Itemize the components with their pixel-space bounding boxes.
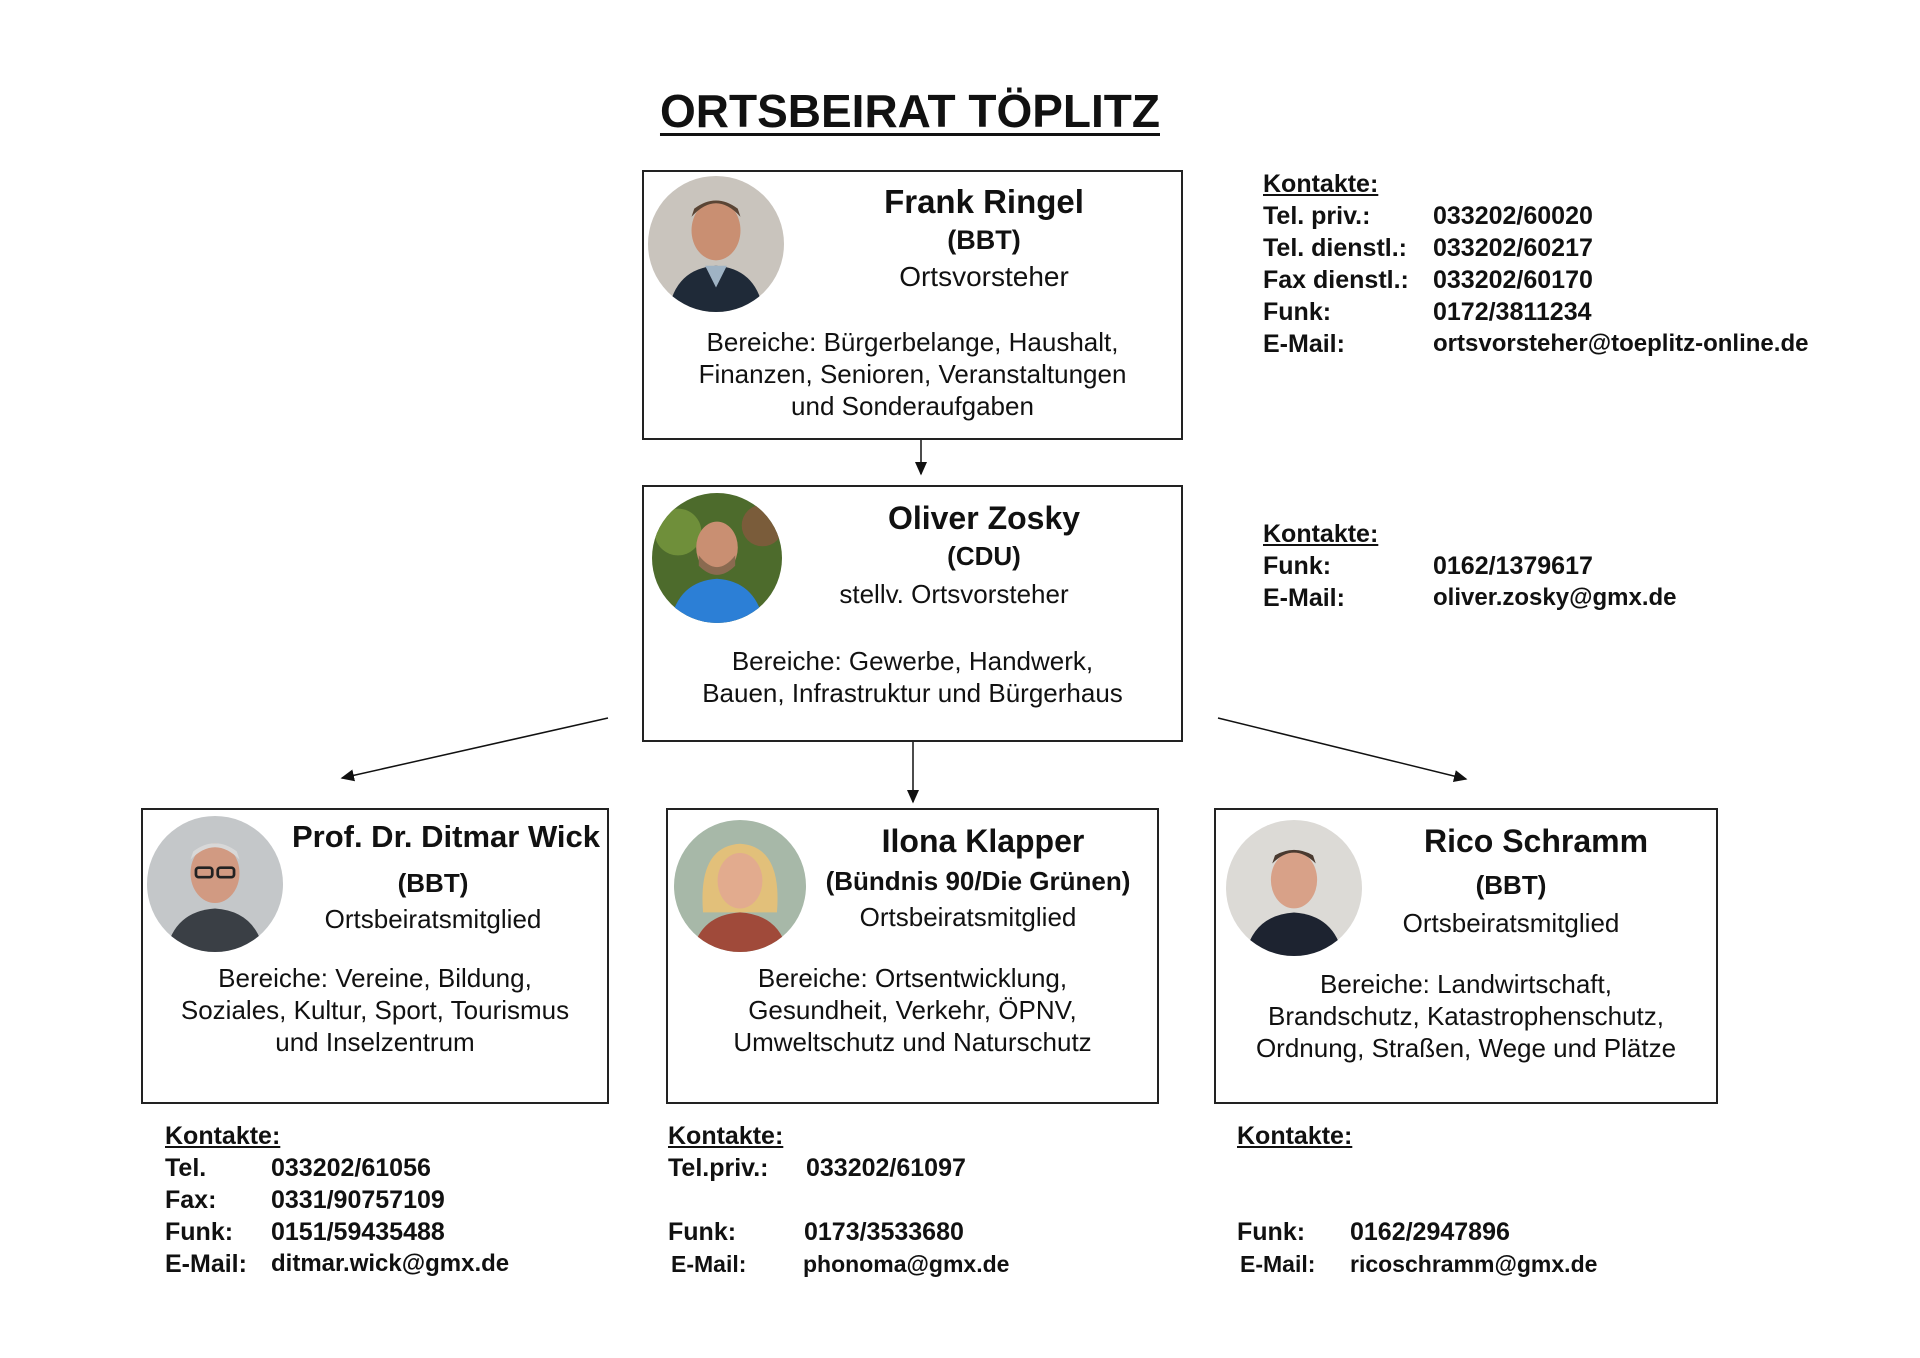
contact-row: Funk: 0162/2947896 [1237,1218,1510,1246]
email-link[interactable]: ortsvorsteher@toeplitz-online.de [1433,330,1809,357]
member-card-klapper [666,808,1159,1104]
contact-row: Funk: 0151/59435488 [165,1218,445,1246]
contact-row: Funk: 0162/1379617 [1263,552,1593,580]
member-areas: Bereiche: Gewerbe, Handwerk, Bauen, Infrastruktur und Bürgerhaus [702,646,1123,708]
member-role: Ortsbeiratsmitglied [324,904,542,934]
member-role: Ortsbeiratsmitglied [1402,908,1620,938]
member-role: Ortsbeiratsmitglied [859,902,1077,932]
contact-row: E-Mail: oliver.zosky@gmx.de [1263,584,1677,612]
contacts-zosky [1263,518,1677,614]
email-link[interactable]: phonoma@gmx.de [803,1251,1010,1277]
page-title: ORTSBEIRAT TÖPLITZ [659,85,1160,137]
member-party: (Bündnis 90/Die Grünen) [825,866,1131,896]
connector-zosky-wick [342,718,608,778]
member-party: (CDU) [947,541,1021,571]
contact-row: Funk: 0173/3533680 [668,1218,964,1246]
contact-row: Tel. 033202/61056 [165,1154,431,1182]
contact-row: Fax dienstl.: 033202/60170 [1263,266,1593,294]
member-party: (BBT) [397,868,469,898]
email-link[interactable]: oliver.zosky@gmx.de [1433,584,1677,611]
contact-row [668,1184,1009,1216]
contacts-ringel [1263,168,1808,360]
member-areas: Bereiche: Ortsentwicklung, Gesundheit, Verkehr, ÖPNV, Umweltschutz und Naturschutz [733,963,1092,1057]
portrait-photo [147,816,283,952]
member-areas: Bereiche: Landwirtschaft, Brandschutz, Katastrophenschutz, Ordnung, Straßen, Wege und Plätze [1255,969,1677,1063]
contact-row: Tel. dienstl.: 033202/60217 [1263,234,1593,262]
member-name: Rico Schramm [1423,823,1649,859]
member-areas: Bereiche: Bürgerbelange, Haushalt, Finanzen, Senioren, Veranstaltungen und Sonderaufgaben [698,327,1127,421]
contact-row: E-Mail: ortsvorsteher@toeplitz-online.de [1263,330,1809,358]
contacts-heading: Kontakte: [1237,1122,1353,1150]
member-role: Ortsvorsteher [899,261,1069,292]
member-name: Ilona Klapper [881,823,1085,859]
member-name: Oliver Zosky [887,500,1081,536]
member-card-wick [141,808,609,1104]
contact-row [1237,1184,1597,1216]
contact-row [1237,1152,1597,1184]
contact-row: Tel.priv.: 033202/61097 [668,1154,966,1182]
contacts-klapper [668,1120,1009,1280]
member-role: stellv. Ortsvorsteher [839,579,1069,609]
contact-row: Tel. priv.: 033202/60020 [1263,202,1593,230]
contact-row: Fax: 0331/90757109 [165,1186,445,1214]
contacts-heading: Kontakte: [1263,520,1379,548]
contacts-heading: Kontakte: [668,1122,784,1150]
connector-zosky-schramm [1218,718,1466,779]
contacts-heading: Kontakte: [1263,170,1379,198]
member-party: (BBT) [1475,870,1547,900]
member-card-schramm [1214,808,1718,1104]
portrait-photo [1226,820,1362,956]
contact-row: E-Mail: phonoma@gmx.de [668,1248,1009,1280]
contact-row: E-Mail: ricoschramm@gmx.de [1237,1248,1597,1280]
member-areas: Bereiche: Vereine, Bildung, Soziales, Kultur, Sport, Tourismus und Inselzentrum [180,963,570,1057]
portrait-photo [674,820,806,952]
contacts-wick [165,1120,509,1280]
contact-row: Funk: 0172/3811234 [1263,298,1592,326]
contacts-heading: Kontakte: [165,1122,281,1150]
email-link[interactable]: ricoschramm@gmx.de [1350,1251,1598,1277]
member-party: (BBT) [947,225,1021,255]
member-name: Frank Ringel [884,183,1084,220]
email-link[interactable]: ditmar.wick@gmx.de [271,1250,510,1277]
contact-row: E-Mail: ditmar.wick@gmx.de [165,1250,510,1278]
member-card-ringel [642,170,1183,440]
member-card-zosky [642,485,1183,742]
contacts-schramm [1237,1120,1597,1280]
member-name: Prof. Dr. Ditmar Wick [291,819,601,854]
portrait-photo [648,176,784,312]
